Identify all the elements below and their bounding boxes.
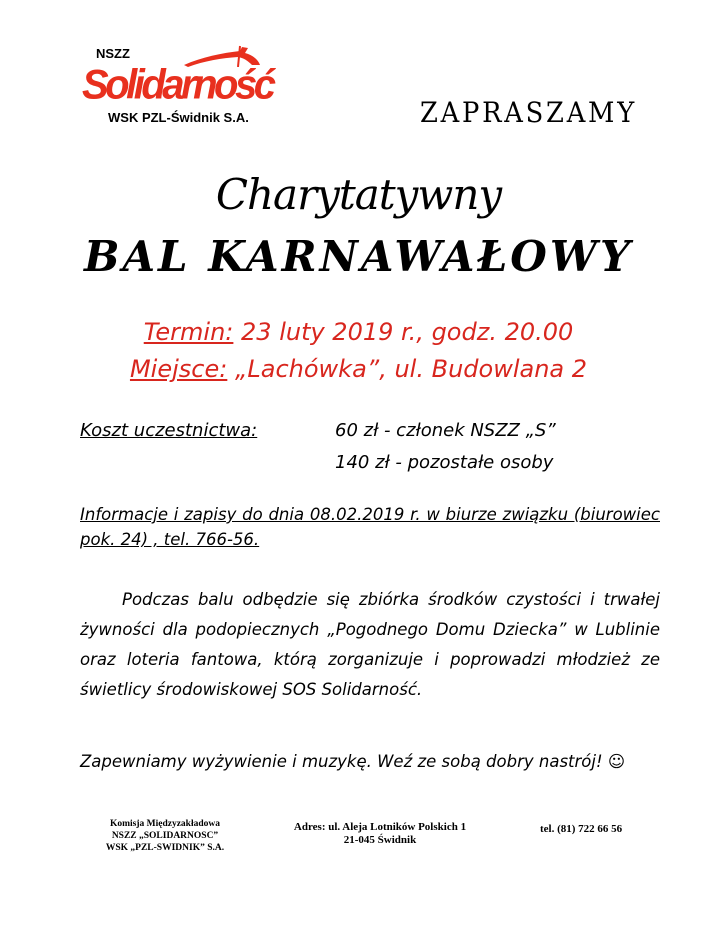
footer-org-line-3: WSK „PZL-SWIDNIK” S.A. [105, 843, 225, 853]
footer-address-line-2: 21-045 Świdnik [343, 834, 417, 846]
closing-note: Zapewniamy wyżywienie i muzykę. Weź ze sobą dobry nastrój! ☺ [80, 752, 626, 771]
miejsce-value: „Lachówka”, ul. Budowlana 2 [227, 355, 588, 383]
miejsce-label: Miejsce: [129, 355, 228, 383]
footer-org-line-2: NSZZ „SOLIDARNOSC” [111, 831, 219, 841]
footer-phone: tel. (81) 722 66 56 [540, 823, 623, 835]
termin-value: 23 luty 2019 r., godz. 20.00 [233, 318, 574, 346]
title-line-1: Charytatywny [215, 170, 502, 219]
event-description: Podczas balu odbędzie się zbiórka środków czystości i trwałej żywności dla podopiecznych „Pogodnego Domu Dziecka” w Lublinie oraz loteria fantowa, którą zorganizuje i poprowadzi młodzież ze świetlicy środowiskowej SOS Solidarność. [80, 590, 660, 699]
event-date [0, 318, 717, 346]
cost-member: 60 zł - członek NSZZ „S” [335, 420, 556, 441]
cost-others: 140 zł - pozostałe osoby [335, 452, 554, 473]
solidarnosc-logo [82, 43, 273, 128]
footer-org-line-1: Komisja Międzyzakładowa [109, 819, 221, 829]
termin-label: Termin: [143, 318, 234, 346]
event-place [0, 355, 717, 383]
footer-address [280, 821, 480, 847]
cost-label: Koszt uczestnictwa: [80, 420, 258, 441]
registration-info: Informacje i zapisy do dnia 08.02.2019 r. w biurze związku (biurowiec pok. 24) , tel. 766-56. [80, 505, 660, 549]
footer-address-line-1: Adres: ul. Aleja Lotników Polskich 1 [293, 821, 467, 833]
logo-nszz: NSZZ [96, 46, 130, 61]
logo-company: WSK PZL-Świdnik S.A. [108, 110, 249, 125]
invitation-heading: ZAPRASZAMY [420, 96, 637, 129]
logo-solidarnosc-wordmark: Solidarność [82, 61, 273, 109]
footer-organization [95, 818, 235, 854]
title-line-2: BAL KARNAWAŁOWY [83, 232, 634, 281]
